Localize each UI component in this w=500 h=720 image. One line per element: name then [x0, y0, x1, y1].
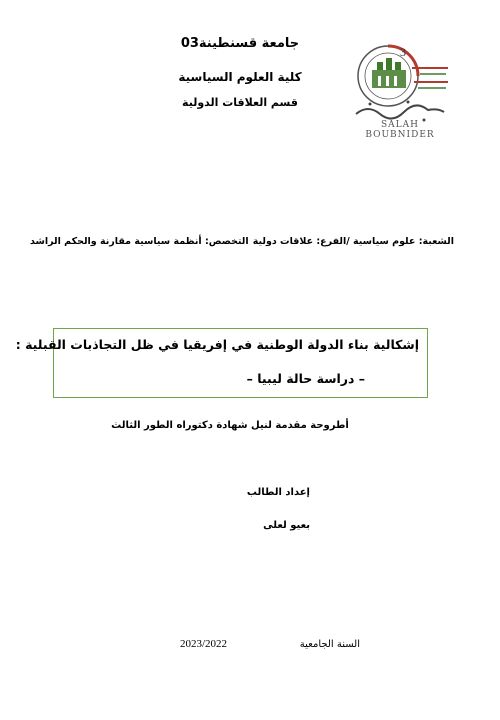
department-name: قسم العلاقات الدولية	[182, 96, 298, 109]
academic-year-value: 2023/2022	[180, 638, 228, 650]
logo-caption: SALAH BOUBNIDER	[365, 120, 435, 140]
academic-year	[180, 638, 360, 650]
faculty-name: كلية العلوم السياسية	[178, 70, 302, 84]
student-name: بعيو لعلى	[263, 520, 310, 531]
specialty-line	[30, 236, 454, 247]
academic-year-label: السنة الجامعية	[299, 639, 360, 650]
thesis-title-line-1: إشكالية بناء الدولة الوطنية في إفريقيا في ظل التجاذبات القبلية :	[15, 337, 419, 352]
thesis-description: أطروحة مقدمة لنيل شهادة دكتوراه الطور الثالث	[111, 420, 349, 431]
prepared-by-label: إعداد الطالب	[246, 487, 310, 498]
specialization-text: التخصص: أنظمة سياسية مقارنة والحكم الراشد	[30, 236, 249, 247]
thesis-title-box	[15, 328, 428, 398]
university-name: جامعة قسنطينة03	[180, 36, 300, 51]
svg-text:3: 3	[400, 45, 406, 59]
branch-text: الشعبة: علوم سياسية /الفرع: علاقات دولية	[252, 236, 454, 247]
thesis-title-line-2: – دراسة حالة ليبيا –	[246, 371, 365, 386]
